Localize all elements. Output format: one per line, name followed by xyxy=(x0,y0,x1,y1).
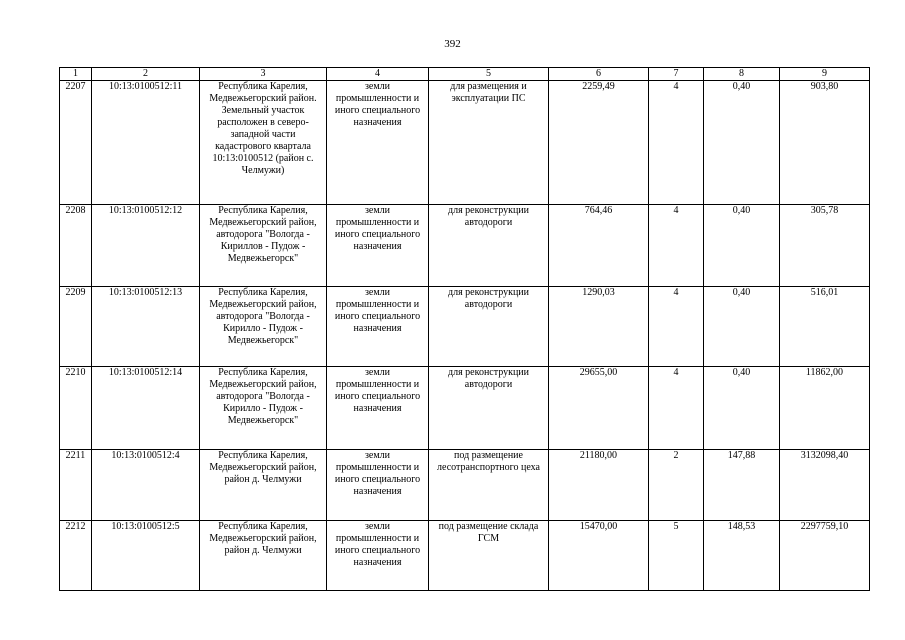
land-plot-table xyxy=(59,67,870,591)
column-7-cell: 4 xyxy=(649,367,704,450)
column-8-cell: 147,88 xyxy=(704,450,780,521)
location-cell: Республика Карелия, Медвежьегорский район, автодорога "Вологда - Кирилло - Пудож - Медвежьегорск" xyxy=(200,367,327,450)
permitted-use-cell: под размещение лесотранспортного цеха xyxy=(429,450,549,521)
column-9-cell: 3132098,40 xyxy=(780,450,870,521)
column-9-cell: 516,01 xyxy=(780,287,870,367)
column-8-cell: 0,40 xyxy=(704,81,780,205)
area-cell: 1290,03 xyxy=(549,287,649,367)
column-9-cell: 903,80 xyxy=(780,81,870,205)
column-8-cell: 0,40 xyxy=(704,287,780,367)
cadastral-number-cell: 10:13:0100512:14 xyxy=(92,367,200,450)
column-9-cell: 305,78 xyxy=(780,205,870,287)
area-cell: 29655,00 xyxy=(549,367,649,450)
table-row xyxy=(60,450,870,521)
cadastral-number-cell: 10:13:0100512:5 xyxy=(92,521,200,591)
table-row xyxy=(60,81,870,205)
column-7-cell: 5 xyxy=(649,521,704,591)
cadastral-number-cell: 10:13:0100512:12 xyxy=(92,205,200,287)
column-7-cell: 4 xyxy=(649,287,704,367)
area-cell: 15470,00 xyxy=(549,521,649,591)
column-8-cell: 0,40 xyxy=(704,367,780,450)
column-header: 9 xyxy=(780,68,870,81)
permitted-use-cell: для размещения и эксплуатации ПС xyxy=(429,81,549,205)
cadastral-number-cell: 10:13:0100512:4 xyxy=(92,450,200,521)
column-7-cell: 2 xyxy=(649,450,704,521)
land-category-cell: земли промышленности и иного специального назначения xyxy=(327,521,429,591)
location-cell: Республика Карелия, Медвежьегорский район. Земельный участок расположен в северо-западной части кадастрового квартала 10:13:0100512 (район с. Челмужи) xyxy=(200,81,327,205)
land-category-cell: земли промышленности и иного специального назначения xyxy=(327,81,429,205)
table-row xyxy=(60,367,870,450)
land-category-cell: земли промышленности и иного специального назначения xyxy=(327,287,429,367)
header-row xyxy=(60,68,870,81)
column-9-cell: 2297759,10 xyxy=(780,521,870,591)
land-category-cell: земли промышленности и иного специального назначения xyxy=(327,205,429,287)
column-header: 3 xyxy=(200,68,327,81)
row-number-cell: 2210 xyxy=(60,367,92,450)
row-number-cell: 2207 xyxy=(60,81,92,205)
area-cell: 2259,49 xyxy=(549,81,649,205)
page-number: 392 xyxy=(444,38,461,50)
column-7-cell: 4 xyxy=(649,205,704,287)
permitted-use-cell: для реконструкции автодороги xyxy=(429,367,549,450)
cadastral-number-cell: 10:13:0100512:13 xyxy=(92,287,200,367)
permitted-use-cell: для реконструкции автодороги xyxy=(429,287,549,367)
row-number-cell: 2209 xyxy=(60,287,92,367)
column-header: 5 xyxy=(429,68,549,81)
permitted-use-cell: для реконструкции автодороги xyxy=(429,205,549,287)
area-cell: 764,46 xyxy=(549,205,649,287)
location-cell: Республика Карелия, Медвежьегорский район, автодорога "Вологда - Кирилло - Пудож - Медвежьегорск" xyxy=(200,287,327,367)
column-7-cell: 4 xyxy=(649,81,704,205)
column-header: 8 xyxy=(704,68,780,81)
column-header: 7 xyxy=(649,68,704,81)
column-header: 2 xyxy=(92,68,200,81)
column-header: 6 xyxy=(549,68,649,81)
location-cell: Республика Карелия, Медвежьегорский район, район д. Челмужи xyxy=(200,450,327,521)
area-cell: 21180,00 xyxy=(549,450,649,521)
land-category-cell: земли промышленности и иного специального назначения xyxy=(327,367,429,450)
row-number-cell: 2208 xyxy=(60,205,92,287)
row-number-cell: 2212 xyxy=(60,521,92,591)
location-cell: Республика Карелия, Медвежьегорский район, автодорога "Вологда - Кириллов - Пудож - Медвежьегорск" xyxy=(200,205,327,287)
column-8-cell: 148,53 xyxy=(704,521,780,591)
column-header: 1 xyxy=(60,68,92,81)
land-category-cell: земли промышленности и иного специального назначения xyxy=(327,450,429,521)
row-number-cell: 2211 xyxy=(60,450,92,521)
table-row xyxy=(60,287,870,367)
column-8-cell: 0,40 xyxy=(704,205,780,287)
cadastral-number-cell: 10:13:0100512:11 xyxy=(92,81,200,205)
permitted-use-cell: под размещение склада ГСМ xyxy=(429,521,549,591)
column-header: 4 xyxy=(327,68,429,81)
column-9-cell: 11862,00 xyxy=(780,367,870,450)
location-cell: Республика Карелия, Медвежьегорский район, район д. Челмужи xyxy=(200,521,327,591)
table-row xyxy=(60,205,870,287)
table-row xyxy=(60,521,870,591)
